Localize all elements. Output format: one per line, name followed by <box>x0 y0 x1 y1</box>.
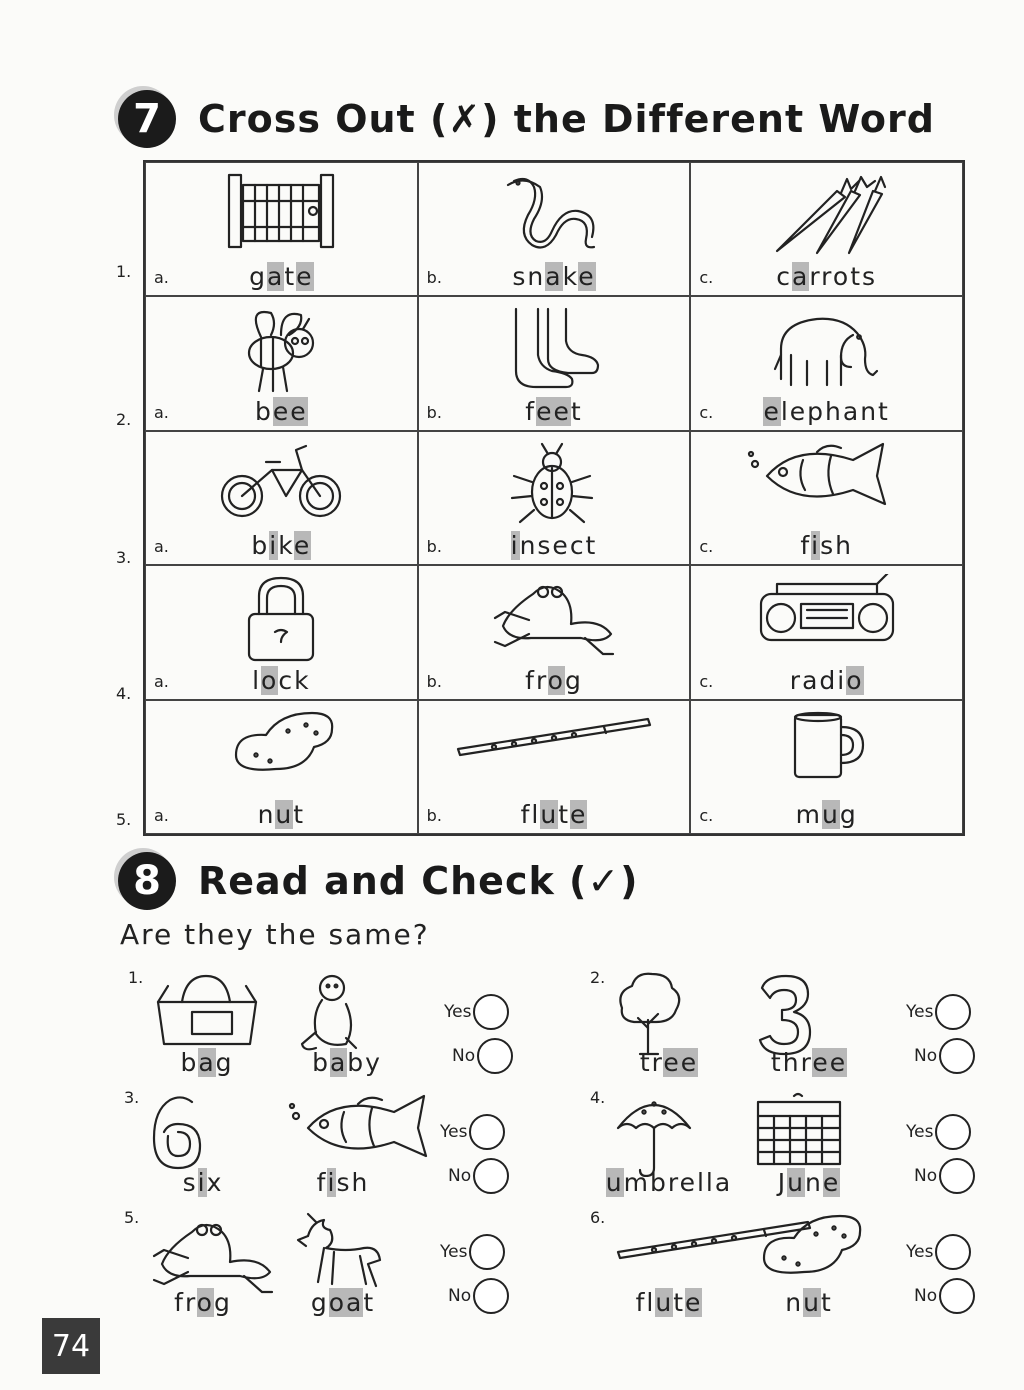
word-part: J <box>777 1168 788 1197</box>
word-part: e <box>296 262 314 292</box>
section-8-header <box>118 852 639 910</box>
word-label <box>278 1168 408 1197</box>
word-part: f <box>800 531 812 561</box>
word-label <box>146 666 417 695</box>
word-label <box>278 1288 408 1317</box>
word-part: mbrella <box>623 1168 733 1197</box>
word-cell[interactable] <box>690 700 963 834</box>
word-part: b <box>251 531 270 561</box>
no-label: No <box>914 1046 938 1066</box>
word-part: thr <box>770 1048 813 1077</box>
no-checkbox[interactable] <box>939 1038 975 1074</box>
word-cell[interactable] <box>145 162 418 296</box>
yes-checkbox[interactable] <box>935 1114 971 1150</box>
word-part: fr <box>174 1288 197 1317</box>
word-part: o <box>196 1288 214 1317</box>
option-letter: a. <box>154 537 169 557</box>
word-part: sh <box>336 1168 370 1197</box>
word-part: fl <box>520 799 541 829</box>
yes-label: Yes <box>906 1122 934 1142</box>
word-part: a <box>545 262 563 292</box>
word-part: g <box>564 665 583 695</box>
word-part: oa <box>328 1288 364 1317</box>
word-part: e <box>578 262 596 292</box>
word-part: g <box>310 1288 329 1317</box>
word-part: lephant <box>780 396 890 426</box>
word-label <box>744 1288 874 1317</box>
word-label <box>604 1048 734 1077</box>
word-label <box>146 800 417 829</box>
option-letter: c. <box>699 671 714 691</box>
word-label <box>691 666 962 695</box>
word-part: f <box>525 396 537 426</box>
option-letter: a. <box>154 671 169 691</box>
word-part: b <box>255 396 273 426</box>
word-part: fr <box>525 665 548 695</box>
option-letter: b. <box>426 402 442 422</box>
word-part: g <box>215 1048 234 1077</box>
word-part: t <box>293 799 306 829</box>
check-item <box>590 968 1010 1088</box>
word-label <box>419 531 690 560</box>
word-part: i <box>811 531 821 561</box>
yes-checkbox[interactable] <box>469 1114 505 1150</box>
word-part: t <box>673 1288 686 1317</box>
no-option <box>448 1278 509 1314</box>
item-number: 1. <box>128 968 144 987</box>
no-checkbox[interactable] <box>477 1038 513 1074</box>
yes-checkbox[interactable] <box>473 994 509 1030</box>
word-cell[interactable] <box>418 700 691 834</box>
item-number: 3. <box>124 1088 140 1107</box>
word-label <box>142 1048 272 1077</box>
word-part: u <box>605 1168 624 1197</box>
item-number: 6. <box>590 1208 606 1227</box>
nut-icon <box>754 1212 864 1286</box>
word-cell[interactable] <box>690 162 963 296</box>
check-item <box>590 1208 1010 1328</box>
no-checkbox[interactable] <box>473 1158 509 1194</box>
option-letter: c. <box>699 537 714 557</box>
word-cell[interactable] <box>418 296 691 430</box>
word-part: e <box>293 531 312 561</box>
word-cell[interactable] <box>145 296 418 430</box>
word-part: t <box>570 396 583 426</box>
word-part: k <box>562 262 579 292</box>
six-icon <box>148 1092 208 1176</box>
word-part: b <box>312 1048 330 1077</box>
word-part: t <box>363 1288 376 1317</box>
june-calendar-icon <box>754 1092 844 1171</box>
word-label <box>419 800 690 829</box>
word-part: e <box>822 1168 841 1197</box>
option-letter: c. <box>699 268 714 288</box>
word-label <box>691 800 962 829</box>
row-number: 4. <box>116 684 132 703</box>
word-label <box>138 1288 268 1317</box>
word-label <box>744 1168 874 1197</box>
word-part: l <box>252 665 262 695</box>
word-part: u <box>821 799 840 829</box>
yes-label: Yes <box>444 1002 472 1022</box>
word-part: ee <box>536 396 571 426</box>
word-cell[interactable] <box>145 700 418 834</box>
word-part: ee <box>272 396 308 426</box>
word-label <box>691 397 962 426</box>
word-label <box>691 531 962 560</box>
no-checkbox[interactable] <box>939 1278 975 1314</box>
word-label <box>146 531 417 560</box>
word-part: rrots <box>809 262 878 292</box>
yes-option <box>906 1114 971 1150</box>
word-cell[interactable] <box>418 565 691 699</box>
item-number: 4. <box>590 1088 606 1107</box>
option-letter: b. <box>426 268 442 288</box>
option-letter: b. <box>426 805 442 825</box>
word-part: s <box>182 1168 198 1197</box>
word-part: sh <box>820 531 853 561</box>
word-part: i <box>510 531 520 561</box>
word-part: c <box>776 262 793 292</box>
yes-option <box>444 994 509 1030</box>
word-part: tr <box>639 1048 664 1077</box>
option-letter: a. <box>154 402 169 422</box>
row-number: 2. <box>116 410 132 429</box>
option-letter: b. <box>426 671 442 691</box>
word-cell[interactable] <box>145 565 418 699</box>
word-part: by <box>347 1048 382 1077</box>
word-cell[interactable] <box>145 431 418 565</box>
word-part: n <box>257 799 276 829</box>
word-part: u <box>787 1168 805 1197</box>
word-cell[interactable] <box>418 162 691 296</box>
fish-icon <box>288 1092 448 1166</box>
word-part: a <box>792 262 810 292</box>
word-cell[interactable] <box>690 565 963 699</box>
word-part: ee <box>812 1048 848 1077</box>
word-label <box>419 666 690 695</box>
no-option <box>914 1158 975 1194</box>
word-part: i <box>269 531 279 561</box>
word-part: t <box>558 799 570 829</box>
word-part: nsect <box>519 531 598 561</box>
no-label: No <box>448 1286 472 1306</box>
bag-icon <box>152 972 262 1051</box>
word-part: n <box>785 1288 804 1317</box>
yes-checkbox[interactable] <box>935 994 971 1030</box>
word-part: a <box>198 1048 216 1077</box>
word-label <box>146 262 417 291</box>
word-part: sn <box>512 262 546 292</box>
word-label <box>691 262 962 291</box>
word-grid <box>143 160 965 836</box>
word-part: t <box>284 262 297 292</box>
section-7-header <box>118 90 935 148</box>
word-label <box>604 1168 734 1197</box>
word-label <box>419 397 690 426</box>
word-part: k <box>278 531 294 561</box>
no-label: No <box>914 1286 938 1306</box>
word-part: u <box>275 799 294 829</box>
word-part: radi <box>789 665 847 695</box>
word-part: g <box>249 262 267 292</box>
word-part: m <box>795 799 822 829</box>
word-label <box>282 1048 412 1077</box>
yes-option <box>906 994 971 1030</box>
section-number-badge: 8 <box>118 852 176 910</box>
item-number: 5. <box>124 1208 140 1227</box>
word-part: g <box>839 799 858 829</box>
word-label <box>146 397 417 426</box>
word-part: u <box>803 1288 821 1317</box>
option-letter: b. <box>426 537 442 557</box>
word-part: o <box>547 665 565 695</box>
no-option <box>452 1038 513 1074</box>
word-cell[interactable] <box>690 431 963 565</box>
word-part: u <box>655 1288 674 1317</box>
option-letter: c. <box>699 402 714 422</box>
question-text: Are they the same? <box>120 918 430 951</box>
section-number-badge: 7 <box>118 90 176 148</box>
section-title: Read and Check (✓) <box>198 859 639 903</box>
word-part: b <box>180 1048 199 1077</box>
yes-option <box>440 1114 505 1150</box>
option-letter: c. <box>699 805 714 825</box>
word-part: a <box>329 1048 348 1077</box>
word-part: o <box>846 665 864 695</box>
word-part: g <box>213 1288 232 1317</box>
yes-option <box>440 1234 505 1270</box>
yes-label: Yes <box>440 1122 468 1142</box>
word-part: ck <box>278 665 311 695</box>
page-number: 74 <box>42 1318 100 1374</box>
option-letter: a. <box>154 805 169 825</box>
word-part: e <box>570 799 588 829</box>
word-part: x <box>206 1168 224 1197</box>
word-part: u <box>540 799 559 829</box>
row-number: 5. <box>116 810 132 829</box>
word-part: t <box>820 1288 833 1317</box>
word-part: n <box>804 1168 823 1197</box>
check-item <box>124 1208 544 1328</box>
no-option <box>914 1278 975 1314</box>
option-letter: a. <box>154 268 169 288</box>
word-cell[interactable] <box>690 296 963 430</box>
yes-label: Yes <box>440 1242 468 1262</box>
word-label <box>604 1288 734 1317</box>
row-number: 3. <box>116 548 132 567</box>
check-item <box>590 1088 1010 1208</box>
word-part: e <box>763 396 781 426</box>
item-number: 2. <box>590 968 606 987</box>
check-item <box>128 968 548 1088</box>
no-option <box>448 1158 509 1194</box>
word-label <box>138 1168 268 1197</box>
yes-checkbox[interactable] <box>935 1234 971 1270</box>
section-title: Cross Out (✗) the Different Word <box>198 97 935 141</box>
no-label: No <box>448 1166 472 1186</box>
word-part: a <box>267 262 285 292</box>
no-checkbox[interactable] <box>473 1278 509 1314</box>
no-label: No <box>452 1046 476 1066</box>
no-label: No <box>914 1166 938 1186</box>
row-number: 1. <box>116 262 132 281</box>
word-part: i <box>327 1168 337 1197</box>
word-part: e <box>685 1288 703 1317</box>
yes-label: Yes <box>906 1002 934 1022</box>
word-cell[interactable] <box>418 431 691 565</box>
word-part: fl <box>635 1288 656 1317</box>
word-part: f <box>316 1168 328 1197</box>
word-part: o <box>261 665 279 695</box>
yes-label: Yes <box>906 1242 934 1262</box>
no-checkbox[interactable] <box>939 1158 975 1194</box>
word-label <box>419 262 690 291</box>
check-item <box>124 1088 544 1208</box>
no-option <box>914 1038 975 1074</box>
word-label <box>744 1048 874 1077</box>
word-part: ee <box>663 1048 699 1077</box>
word-part: i <box>197 1168 207 1197</box>
yes-option <box>906 1234 971 1270</box>
yes-checkbox[interactable] <box>469 1234 505 1270</box>
